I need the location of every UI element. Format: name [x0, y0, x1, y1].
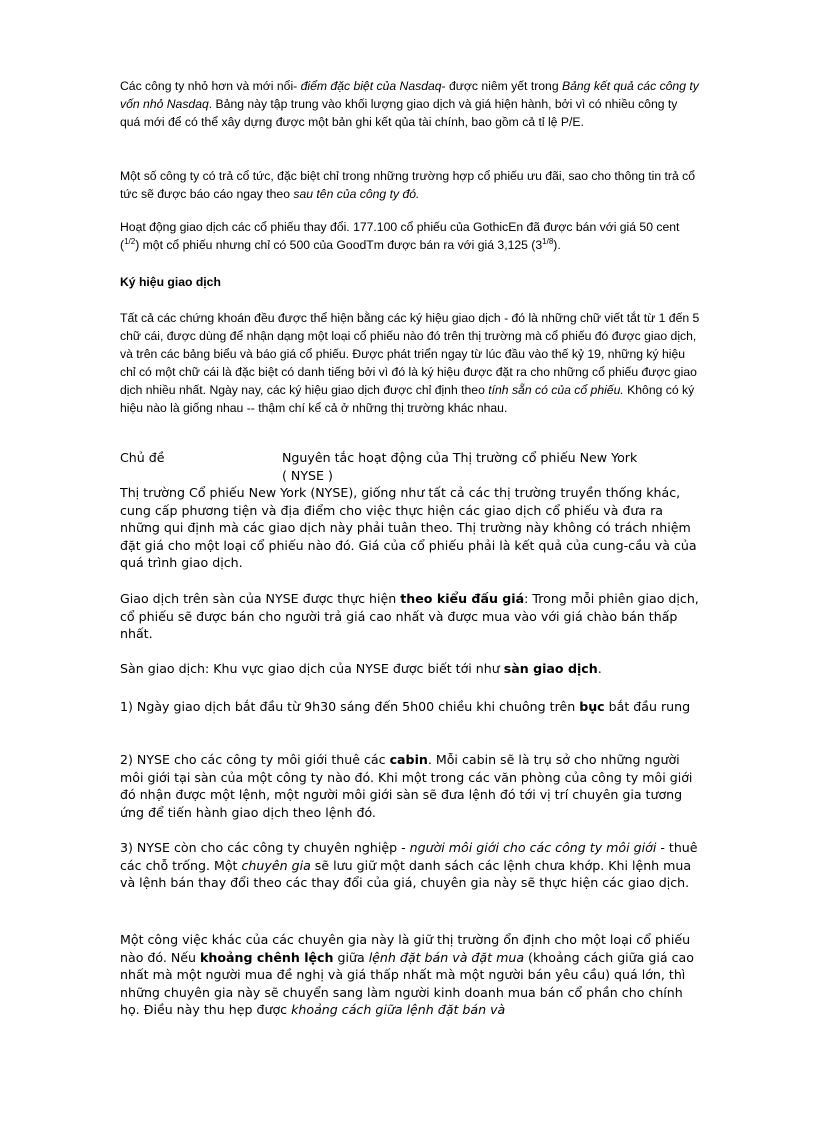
paragraph-nyse-intro: Thị trường Cổ phiếu New York (NYSE), giống như tất cả các thị trường truyền thống khác, cung cấp phương tiện và địa điểm cho việc thực hiện các giao dịch cổ phiếu và đưa ra những qui định mà các giao dịch này phải tuân theo. Thị trường này không có trách nhiệm đặt giá cho một loại cổ phiếu nào đó. Giá của cổ phiếu phải là kết quả của cung-cầu và của quá trình giao dịch. [120, 485, 697, 570]
text-run: . Bảng này tập trung vào khối lượng giao dịch và giá hiện hành, bởi vì có nhiều công ty quá mới để có thể xây dựng được một bản ghi kết qủa tài chính, bao gồm cả tỉ lệ P/E. [120, 97, 678, 129]
bold-text: theo kiểu đấu giá [400, 591, 525, 606]
italic-text: chuyên gia [241, 857, 311, 873]
topic-label: Chủ đề [120, 450, 165, 465]
text-run: . Mỗi cabin sẽ là trụ sở cho những người môi giới tại sàn của một công ty nào đó. Khi một trong các văn phòng của công ty môi giới đó nhận được một lệnh, một người môi giới sàn sẽ đưa lệnh đó tới vị trí chuyên gia tương ứng để tiến hành giao dịch theo lệnh đó. [120, 752, 693, 820]
text-run: ). [553, 238, 561, 252]
italic-text: người môi giới cho các công ty môi giới [409, 840, 657, 855]
paragraph-item-3 [120, 839, 700, 892]
fraction-superscript: 1/8 [542, 236, 554, 246]
text-run: - được niêm yết trong [441, 79, 562, 93]
text-run: Sàn giao dịch: Khu vực giao dịch của NYSE được biết tới như [120, 661, 504, 676]
italic-text: lệnh đặt bán và đặt mua [368, 949, 525, 965]
section-heading: Ký hiệu giao dịch [120, 275, 221, 289]
paragraph-auction [120, 590, 700, 643]
italic-text: Bảng kết quả các công ty vốn nhỏ Nasdaq [120, 79, 699, 111]
paragraph-item-2 [120, 751, 700, 821]
text-run: : Trong mỗi phiên giao dịch, cổ phiếu sẽ được bán cho người trả giá cao nhất và được mua vào với giá chào bán thấp nhất. [120, 591, 699, 641]
italic-text: tính sẵn có của cổ phiếu. [488, 383, 624, 397]
topic-title: Nguyên tắc hoạt động của Thị trường cổ phiếu New York ( NYSE ) [282, 450, 638, 483]
paragraph-trading-activity [120, 218, 700, 254]
italic-text: điểm đặc biệt của Nasdaq [300, 79, 442, 93]
paragraph-trading-floor [120, 660, 700, 678]
text-run: giữa [333, 949, 369, 965]
text-run: Hoạt động giao dịch các cổ phiếu thay đổi. 177.100 cổ phiếu của GothicEn đã được bán với giá 50 cent ( [120, 220, 680, 252]
fraction-superscript: 1/2 [124, 236, 136, 246]
bold-text: bục [579, 699, 605, 714]
paragraph-spread [120, 931, 700, 1019]
bold-text: cabin [389, 752, 428, 767]
text-run: . [597, 661, 602, 676]
text-run: bắt đầu rung [604, 699, 691, 714]
text-run: Một công việc khác của các chuyên gia này là giữ thị trường ổn định cho một loại cổ phiếu nào đó. Nếu [120, 932, 691, 965]
paragraph-ticker-symbols [120, 309, 700, 417]
text-run: Các công ty nhỏ hơn và mới nổi- [120, 79, 301, 93]
paragraph-item-1 [120, 698, 700, 716]
bold-text: khoảng chênh lệch [200, 949, 334, 965]
italic-text: khoảng cách giữa lệnh đặt bán và [291, 1002, 506, 1017]
text-run: Giao dịch trên sàn của NYSE được thực hiện [120, 591, 401, 606]
text-run: Một số công ty có trả cổ tức, đặc biệt chỉ trong những trường hợp cổ phiếu ưu đãi, sao cho thông tin trả cổ tức sẽ được báo cáo ngay theo [120, 169, 696, 201]
text-run: 2) NYSE cho các công ty môi giới thuê các [120, 752, 390, 767]
topic-row [120, 449, 700, 484]
text-run: Tất cả các chứng khoán đều được thể hiện bằng các ký hiệu giao dịch - đó là những chữ viết tắt từ 1 đến 5 chữ cái, được dùng để nhận dạng một loại cổ phiếu nào đó trên thị trường mà cổ phiếu đó được giao dịch, và trên các bảng biểu và báo giá cổ phiếu. Được phát triển ngay từ lúc đầu vào thế kỷ 19, những ký hiệu chỉ có một chữ cái là đặc biệt có danh tiếng bởi vì đó là ký hiệu được đặt ra cho những cổ phiếu được giao dịch nhiều nhất. Ngày nay, các ký hiệu giao dịch được chỉ định theo [120, 311, 700, 397]
text-run: 3) NYSE còn cho các công ty chuyên nghiệp - [120, 840, 410, 855]
text-run: sẽ lưu giữ một danh sách các lệnh chưa khớp. Khi lệnh mua và lệnh bán thay đổi theo các thay đổi của giá, chuyên gia này sẽ thực hiện các giao dịch. [120, 857, 692, 890]
paragraph-nasdaq-small-cap [120, 77, 700, 131]
italic-text: sau tên của công ty đó. [293, 187, 420, 201]
text-run: Không có ký hiệu nào là giống nhau -- thậm chí kể cả ở những thị trường khác nhau. [120, 383, 695, 415]
text-run: (khoảng cách giữa giá cao nhất mà một người mua đề nghị và giá thấp nhất mà một người bán yêu cầu) quá lớn, thì những chuyên gia này sẽ chuyển sang làm người kinh doanh mua bán cổ phần cho chính họ. Điều này thu hẹp được [120, 949, 694, 1017]
bold-text: sàn giao dịch [503, 661, 598, 676]
paragraph-dividends [120, 167, 700, 203]
text-run: - thuê các chỗ trống. Một [120, 840, 698, 873]
text-run: ) một cổ phiếu nhưng chỉ có 500 của GoodTm được bán ra với giá 3,125 (3 [135, 238, 543, 252]
text-run: 1) Ngày giao dịch bắt đầu từ 9h30 sáng đến 5h00 chiều khi chuông trên [120, 699, 580, 714]
